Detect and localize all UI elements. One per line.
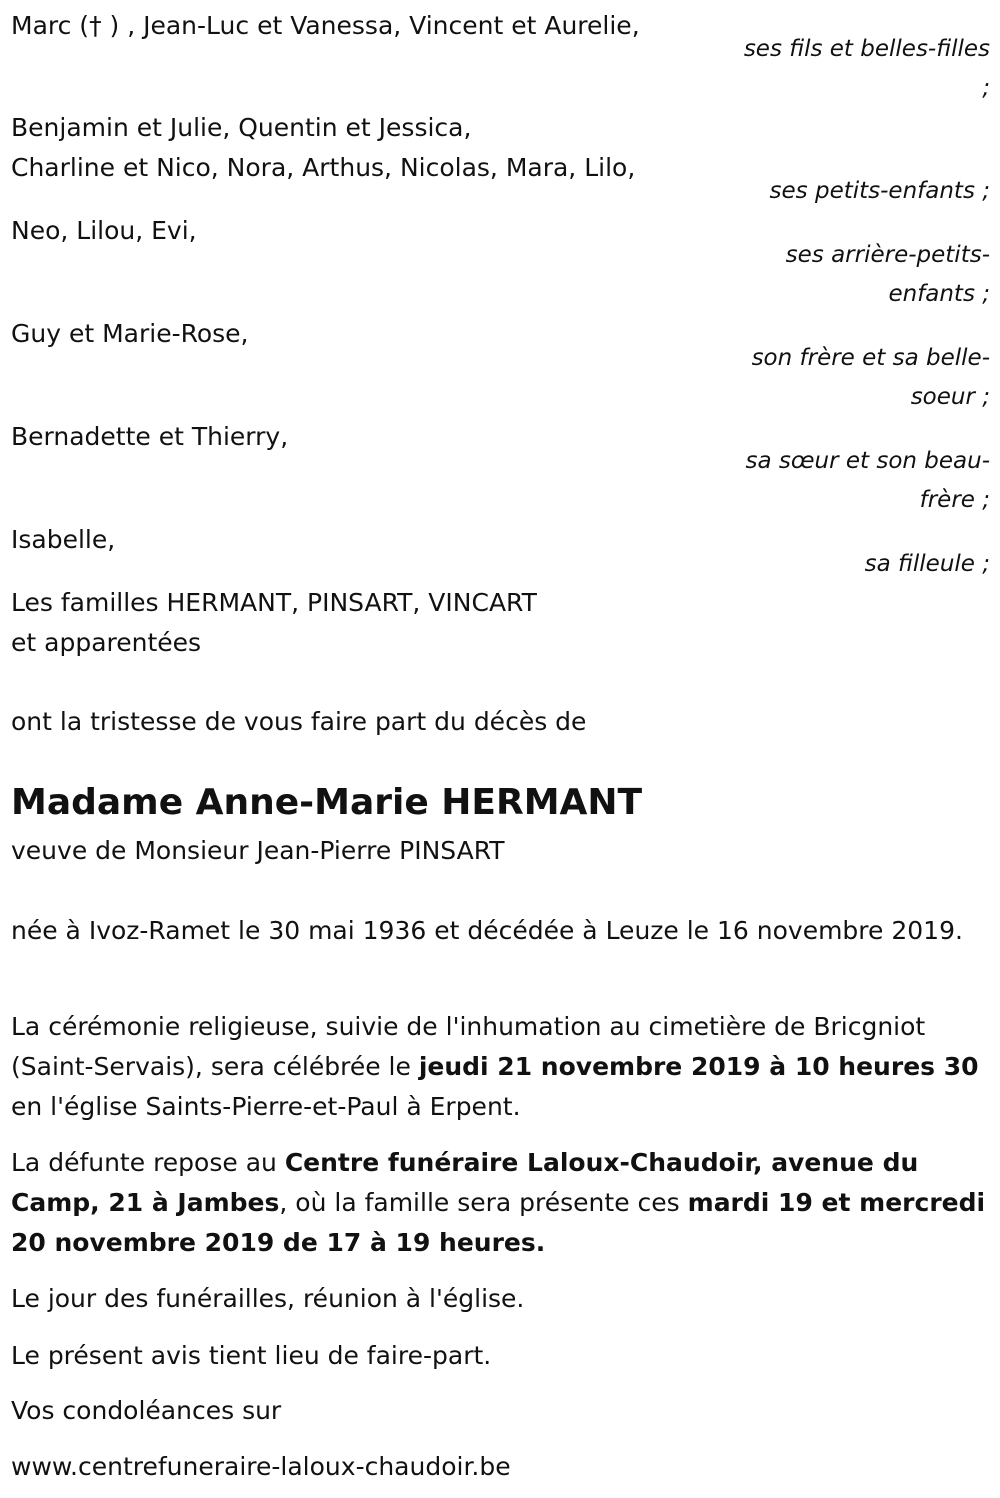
family-role: ses petits-enfants ; (769, 178, 990, 204)
family-names: Guy et Marie-Rose, (11, 319, 249, 348)
website-link[interactable]: www.centrefuneraire-laloux-chaudoir.be (11, 1452, 511, 1481)
repose-text: La défunte repose au (11, 1148, 285, 1177)
family-names: Charline et Nico, Nora, Arthus, Nicolas, Mara, Lilo, (11, 153, 636, 182)
family-group (11, 583, 988, 663)
family-role: ses fils et belles-filles ; (743, 36, 990, 101)
birth-death: née à Ivoz-Ramet le 30 mai 1936 et décédée à Leuze le 16 novembre 2019. (11, 916, 963, 945)
family-names: Bernadette et Thierry, (11, 422, 289, 451)
family-role: sa sœur et son beau-frère ; (745, 448, 990, 513)
family-names: et apparentées (11, 628, 202, 657)
repose-location: Centre funéraire Laloux-Chaudoir, avenue du Camp, 21 à Jambes (11, 1148, 919, 1217)
widow-of: veuve de Monsieur Jean-Pierre PINSART (11, 836, 505, 865)
ceremony-text: La cérémonie religieuse, suivie de l'inhumation au cimetière de Bricgniot (Saint-Servais), sera célébrée le (11, 1012, 926, 1081)
ceremony-date: jeudi 21 novembre 2019 à 10 heures 30 (418, 1052, 979, 1081)
repose-visit-times: mardi 19 et mercredi 20 novembre 2019 de 17 à 19 heures. (11, 1188, 986, 1257)
repose-paragraph (11, 1143, 988, 1263)
repose-text-mid: , où la famille sera présente ces (279, 1188, 688, 1217)
ceremony-paragraph (11, 1007, 988, 1127)
family-names: Les familles HERMANT, PINSART, VINCART (11, 588, 537, 617)
family-role: ses arrière-petits-enfants ; (785, 242, 990, 307)
family-names: Neo, Lilou, Evi, (11, 216, 197, 245)
deceased-name: Madame Anne-Marie HERMANT (11, 782, 643, 823)
family-names: Benjamin et Julie, Quentin et Jessica, (11, 113, 472, 142)
family-names: Isabelle, (11, 525, 116, 554)
family-role: son frère et sa belle-soeur ; (751, 345, 990, 410)
reunion-text: Le jour des funérailles, réunion à l'église. (11, 1284, 525, 1313)
family-role: sa filleule ; (864, 551, 990, 577)
condolences-text: Vos condoléances sur (11, 1396, 282, 1425)
notice-text: Le présent avis tient lieu de faire-part. (11, 1341, 492, 1370)
family-names: Marc († ) , Jean-Luc et Vanessa, Vincent et Aurelie, (11, 11, 640, 40)
ceremony-place: en l'église Saints-Pierre-et-Paul à Erpent. (11, 1092, 521, 1121)
announce-text: ont la tristesse de vous faire part du décès de (11, 707, 587, 736)
